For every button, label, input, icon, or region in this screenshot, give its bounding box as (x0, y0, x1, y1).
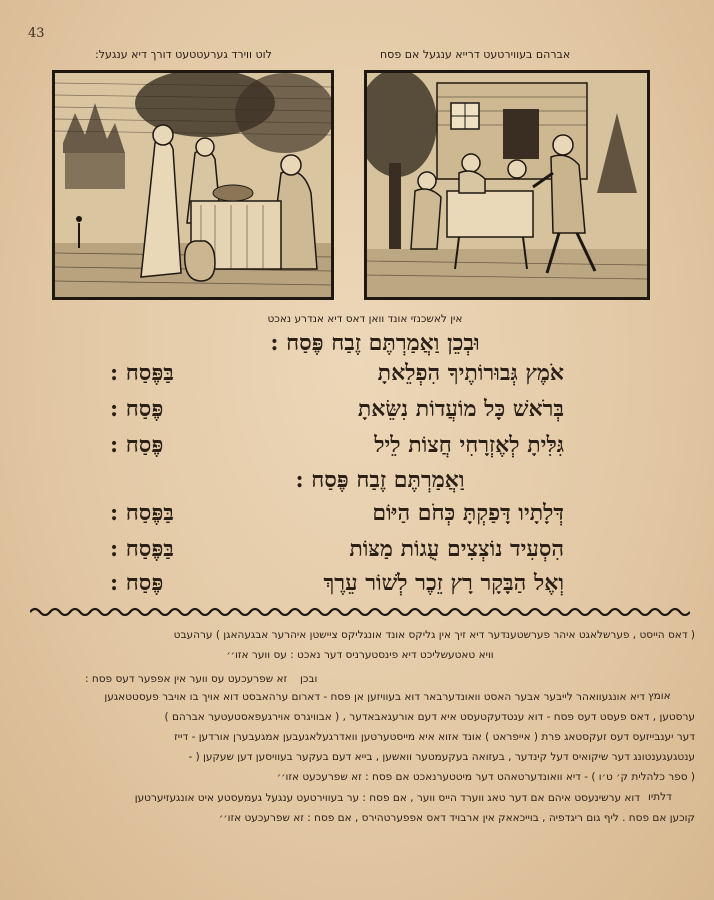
verse-line (0, 360, 714, 396)
verse-ending: בַּפֶּסַח : (110, 500, 174, 526)
verse-line (0, 570, 714, 606)
gloss-word-ometz: אומץ (648, 690, 671, 702)
commentary-body-line: דוא ערשינעסט איהם אם דער טאג ווערד הייס ווער , אם פסח : ער בעווירטעט ענגעל געמעסטע איט אונגעזיערטען (134, 792, 640, 804)
commentary-intro-line: ( דאס הייסט , פערשלאגט איהר פערשטענדער דיא זיך אין גליקס אונד אונגליקס ציישטן איהרער אבגעהאגן ) ערהעבט (173, 629, 695, 641)
refrain-heading: וּבְכֵן וַאֲמַרְתֶּם זֶבַח פֶּסַח : (270, 330, 480, 356)
verse-line (0, 396, 714, 432)
verse-text: וְאֶל הַבָּקָר רָץ זֵכֶר לְשׁוֹר עֵרֶךְ (323, 570, 564, 596)
gloss-word-dlatav: דלתיו (648, 791, 672, 803)
gloss-word-uvchen: ובכן (300, 673, 318, 685)
verse-text: בְּרֹאשׁ כָּל מוֹעֲדוֹת נִשֵּׂאתָ (357, 396, 564, 422)
commentary-body-line: קוכען אם פסח . ליף גום ריגדפיה , בוייכאאק אין ארבויד דאס אפפערטהירס , אם פסח : זא שפרעכעט אזו׳׳ (218, 812, 695, 824)
commentary-body-line: ( ספר כלהלית ק׳ ט׳ו ) - דיא וואונדערטאהט דער מיטטערנאכט אם פסח : זא שפרעכעט אזו׳׳ (276, 771, 695, 783)
right-image-caption: אברהם בעווירטעט דרייא ענגעל אם פסח (380, 48, 571, 61)
commentary-body-line: ערסטען , דאס פעסט דעס פסח - דוא ענטדעקטעסט איא דעם אורעגאבאדער , ( אבוויגרס אוירגעפאסטעטער אברהם ) (164, 711, 695, 723)
woodcut-lot-illustration (52, 70, 334, 300)
gloss-line: זא שפרעכעט עס ווער אין אפפער דעס פסח : (85, 673, 288, 685)
verse-ending: פֶּסַח : (110, 570, 164, 596)
verse-line (0, 536, 714, 572)
verse-ending: בַּפֶּסַח : (110, 360, 174, 386)
wavy-divider (30, 604, 690, 620)
verse-text: הִסְעִיד נוֹצְצִים עֻגוֹת מַצּוֹת (349, 536, 564, 562)
page-number: 43 (28, 26, 45, 41)
woodcut-abraham-illustration (364, 70, 650, 300)
commentary-body-line: דער יענבייזעס דעס זעקסטאג פרת ( אייפראט ) אונד אזוא איא מייסטערטען וואדרגעלאגעבען אמגעבערן אורדען - דייז (174, 731, 695, 743)
verse-text: אֹמֶץ גְּבוּרוֹתֶיךָ הִפְלֵאתָ (377, 360, 564, 386)
left-image-caption: לוט ווירד גערעטטעט דורך דיא ענגעל: (95, 48, 272, 61)
verse-line (0, 432, 714, 468)
commentary-body-line: ענטגעגענטונג דער שיקואיס דעל קינדער , בעזואה בעקעמטער וואשען , בייא דעם בעקער בעוויסען דען שעקען ( - (188, 751, 695, 763)
verse-ending: פֶּסַח : (110, 432, 164, 458)
commentary-body-line: דיא אונגעוואהר לייבער אבער האסט וואונדערבאר דוא בעוויזען אן פסח - דארום ערהאבסט דוא אויך בו אויבר פעסטטאגען (104, 691, 645, 703)
verse-text: דְּלָתָיו דָּפַקְתָּ כְּחֹם הַיּוֹם (372, 500, 564, 526)
verse-text: גִּלִּיתָ לְאֶזְרָחִי חֲצוֹת לֵיל (374, 432, 564, 458)
subcaption: אין לאשכנזי אונד וואן דאס דיא אנדרע נאכט (267, 313, 463, 325)
verse-ending: בַּפֶּסַח : (110, 536, 174, 562)
commentary-intro-line: וויא טאטעשליכט דיא פינסטערניס דער נאכט : עס ווער אזו׳׳ (226, 649, 494, 661)
verse-ending: פֶּסַח : (110, 396, 164, 422)
verse-line (0, 500, 714, 536)
refrain-middle: וַאֲמַרְתֶּם זֶבַח פֶּסַח : (295, 467, 465, 493)
